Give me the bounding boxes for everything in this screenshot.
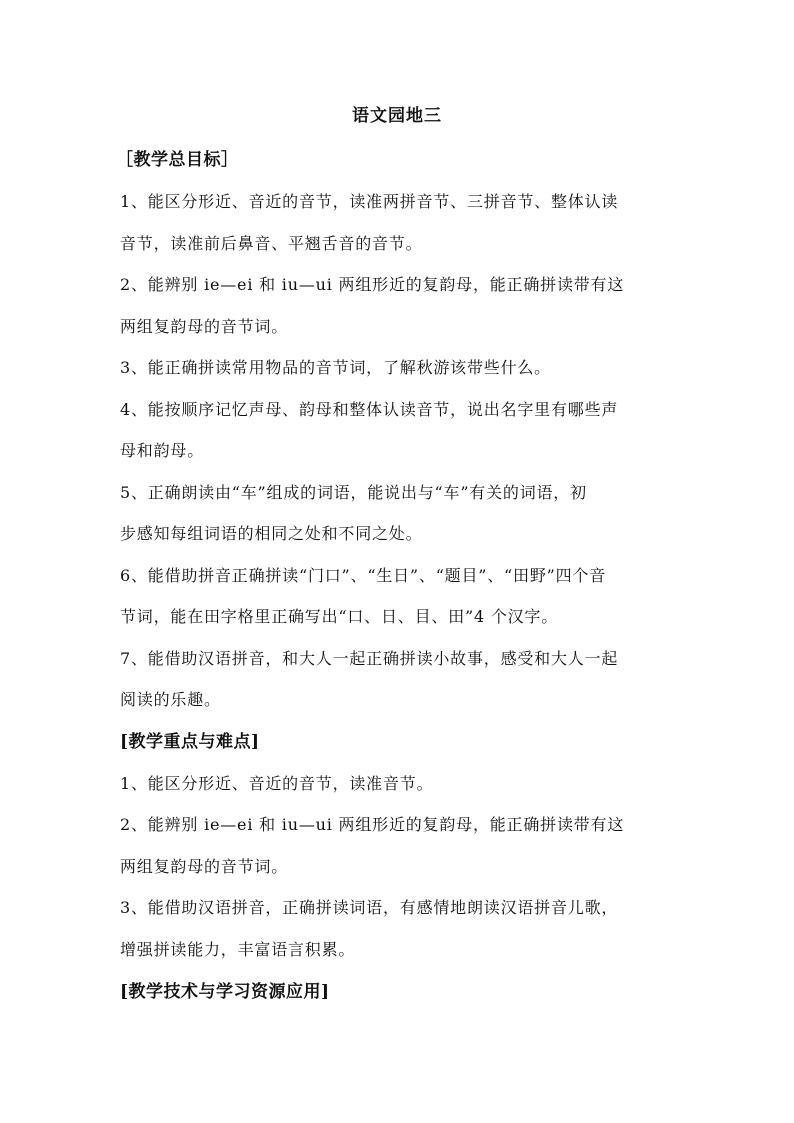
section-heading-key-points: [教学重点与难点] bbox=[120, 732, 260, 752]
section-heading-resources: [教学技术与学习资源应用] bbox=[120, 982, 330, 1002]
paragraph-line: 阅读的乐趣。 bbox=[120, 690, 221, 709]
paragraph-line: 4、能按顺序记忆声母、韵母和整体认读音节，说出名字里有哪些声 bbox=[120, 400, 619, 419]
document-title: 语文园地三 bbox=[352, 106, 442, 126]
paragraph-line: 3、能借助汉语拼音，正确拼读词语，有感情地朗读汉语拼音儿歌， bbox=[120, 898, 619, 917]
paragraph-line: 7、能借助汉语拼音，和大人一起正确拼读小故事，感受和大人一起 bbox=[120, 649, 619, 668]
paragraph-line: 母和韵母。 bbox=[120, 441, 205, 460]
paragraph-line: 2、能辨别 ie—ei 和 iu—ui 两组形近的复韵母，能正确拼读带有这 bbox=[120, 815, 625, 834]
paragraph-line: 增强拼读能力，丰富语言积累。 bbox=[120, 940, 356, 959]
paragraph-line: 两组复韵母的音节词。 bbox=[120, 857, 289, 876]
paragraph-line: 5、正确朗读由“车”组成的词语，能说出与“车”有关的词语，初 bbox=[120, 483, 587, 502]
paragraph-line: 步感知每组词语的相同之处和不同之处。 bbox=[120, 524, 423, 543]
paragraph-line: 1、能区分形近、音近的音节，读准两拼音节、三拼音节、整体认读 bbox=[120, 192, 619, 211]
paragraph-line: 3、能正确拼读常用物品的音节词，了解秋游该带些什么。 bbox=[120, 358, 551, 377]
section-heading-objectives: ［教学总目标］ bbox=[116, 150, 239, 170]
paragraph-line: 两组复韵母的音节词。 bbox=[120, 317, 289, 336]
paragraph-line: 节词，能在田字格里正确写出“口、日、目、田”4 个汉字。 bbox=[120, 607, 559, 626]
paragraph-line: 6、能借助拼音正确拼读“门口”、“生日”、“题目”、“田野”四个音 bbox=[120, 566, 607, 585]
paragraph-line: 音节，读准前后鼻音、平翘舌音的音节。 bbox=[120, 234, 423, 253]
paragraph-line: 2、能辨别 ie—ei 和 iu—ui 两组形近的复韵母，能正确拼读带有这 bbox=[120, 275, 625, 294]
paragraph-line: 1、能区分形近、音近的音节，读准音节。 bbox=[120, 774, 434, 793]
